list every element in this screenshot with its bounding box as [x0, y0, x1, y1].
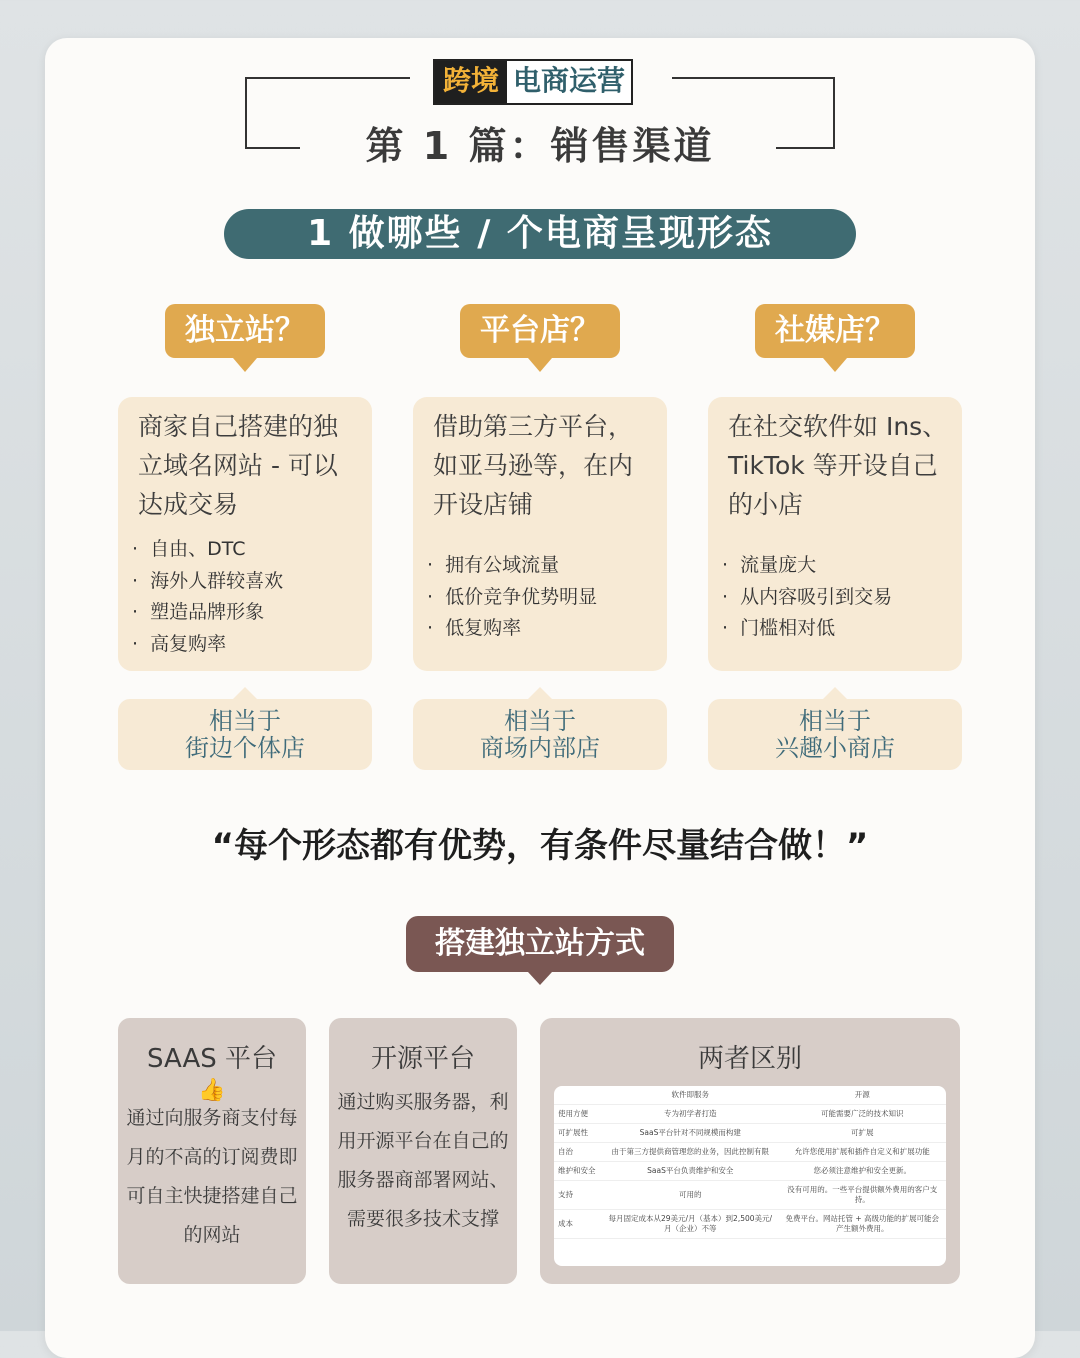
- table-cell: 允许您使用扩展和插件自定义和扩展功能: [779, 1143, 946, 1162]
- list-item: · 拥有公域流量: [427, 550, 659, 582]
- table-cell: 使用方便: [554, 1105, 602, 1124]
- table-row: [554, 1210, 946, 1239]
- equivalent-value: 街边个体店: [185, 734, 305, 762]
- card-social-store: [708, 397, 962, 671]
- frame-left: [245, 77, 247, 149]
- equivalent-label: 相当于: [209, 707, 281, 735]
- list-item: · 低价竞争优势明显: [427, 582, 659, 614]
- frame-top-left: [245, 77, 410, 79]
- table-cell: 可能需要广泛的技术知识: [779, 1105, 946, 1124]
- thumbs-up-icon: 👍: [198, 1078, 226, 1103]
- quote-text: “每个形态都有优势，有条件尽量结合做！”: [211, 826, 869, 866]
- table-cell: 由于第三方提供商管理您的业务，因此控制有限: [602, 1143, 779, 1162]
- tag-social-store: 社媒店？: [755, 304, 915, 358]
- equivalent-label: 相当于: [799, 707, 871, 735]
- bullet-list: [722, 550, 954, 645]
- table-cell: 您必须注意维护和安全更新。: [779, 1162, 946, 1181]
- table-header: [554, 1086, 946, 1105]
- page-title: 第 1 篇：销售渠道: [365, 124, 715, 168]
- saas-description: 通过向服务商支付每月的不高的订阅费即可自主快捷搭建自己的网站: [126, 1107, 298, 1246]
- series-tag: [433, 59, 633, 105]
- card-description: 商家自己搭建的独立域名网站 - 可以达成交易: [138, 412, 339, 519]
- frame-bottom-right: [776, 147, 835, 149]
- list-item: · 自由、DTC: [132, 534, 364, 566]
- list-item: · 门槛相对低: [722, 613, 954, 645]
- card-independent-site: [118, 397, 372, 671]
- equivalent-label: 相当于: [504, 707, 576, 735]
- saas-title: SAAS 平台: [146, 1044, 278, 1074]
- table-cell: 支持: [554, 1181, 602, 1210]
- card-open-source: [329, 1018, 517, 1284]
- list-item: · 高复购率: [132, 629, 364, 661]
- open-source-title: 开源平台: [370, 1044, 475, 1074]
- series-tag-part2: 电商运营: [507, 61, 631, 103]
- card-difference: [540, 1018, 960, 1284]
- table-cell: 每月固定成本从29美元/月（基本）到2,500美元/月（企业）不等: [602, 1210, 779, 1239]
- card-description: 借助第三方平台，如亚马逊等，在内开设店铺: [433, 412, 634, 519]
- table-row: [554, 1181, 946, 1210]
- frame-top-right: [672, 77, 835, 79]
- table-cell: 可扩展: [779, 1124, 946, 1143]
- table-cell: 没有可用的。一些平台提供额外费用的客户支持。: [779, 1181, 946, 1210]
- list-item: · 流量庞大: [722, 550, 954, 582]
- table-cell: 维护和安全: [554, 1162, 602, 1181]
- tag-platform-store: 平台店？: [460, 304, 620, 358]
- equivalent-value: 商场内部店: [480, 734, 600, 762]
- table-cell: 免费平台。网站托管 + 高级功能的扩展可能会产生额外费用。: [779, 1210, 946, 1239]
- card-platform-store: [413, 397, 667, 671]
- equivalent-value: 兴趣小商店: [775, 734, 895, 762]
- table-cell: 可扩展性: [554, 1124, 602, 1143]
- tag-independent-site: 独立站？: [165, 304, 325, 358]
- bullet-list: [132, 534, 364, 660]
- table-header-cell: 开源: [779, 1086, 946, 1105]
- equivalent-box: [413, 699, 667, 770]
- list-item: · 塑造品牌形象: [132, 597, 364, 629]
- card-description: 在社交软件如 Ins、TikTok 等开设自己的小店: [728, 412, 948, 519]
- list-item: · 从内容吸引到交易: [722, 582, 954, 614]
- table-cell: SaaS平台针对不同规模而构建: [602, 1124, 779, 1143]
- table-cell: 专为初学者打造: [602, 1105, 779, 1124]
- table-header-cell: [554, 1086, 602, 1105]
- table-cell: SaaS平台负责维护和安全: [602, 1162, 779, 1181]
- list-item: · 低复购率: [427, 613, 659, 645]
- frame-right: [833, 77, 835, 149]
- list-item: · 海外人群较喜欢: [132, 566, 364, 598]
- section-banner: 1 做哪些 / 个电商呈现形态: [224, 209, 856, 259]
- table-cell: 可用的: [602, 1181, 779, 1210]
- bullet-list: [427, 550, 659, 645]
- difference-title: 两者区别: [697, 1044, 802, 1074]
- series-tag-part1: 跨境: [435, 61, 507, 103]
- table-row: [554, 1105, 946, 1124]
- build-methods-tag: 搭建独立站方式: [406, 916, 674, 972]
- open-source-description: 通过购买服务器，利用开源平台在自己的服务器商部署网站、需要很多技术支撑: [337, 1091, 509, 1230]
- table-header-cell: 软件即服务: [602, 1086, 779, 1105]
- card-saas: [118, 1018, 306, 1284]
- table-row: [554, 1124, 946, 1143]
- equivalent-box: [708, 699, 962, 770]
- table-row: [554, 1143, 946, 1162]
- comparison-table: [554, 1086, 946, 1266]
- table-cell: 自治: [554, 1143, 602, 1162]
- table-row: [554, 1162, 946, 1181]
- equivalent-box: [118, 699, 372, 770]
- frame-bottom-left: [245, 147, 300, 149]
- table-cell: 成本: [554, 1210, 602, 1239]
